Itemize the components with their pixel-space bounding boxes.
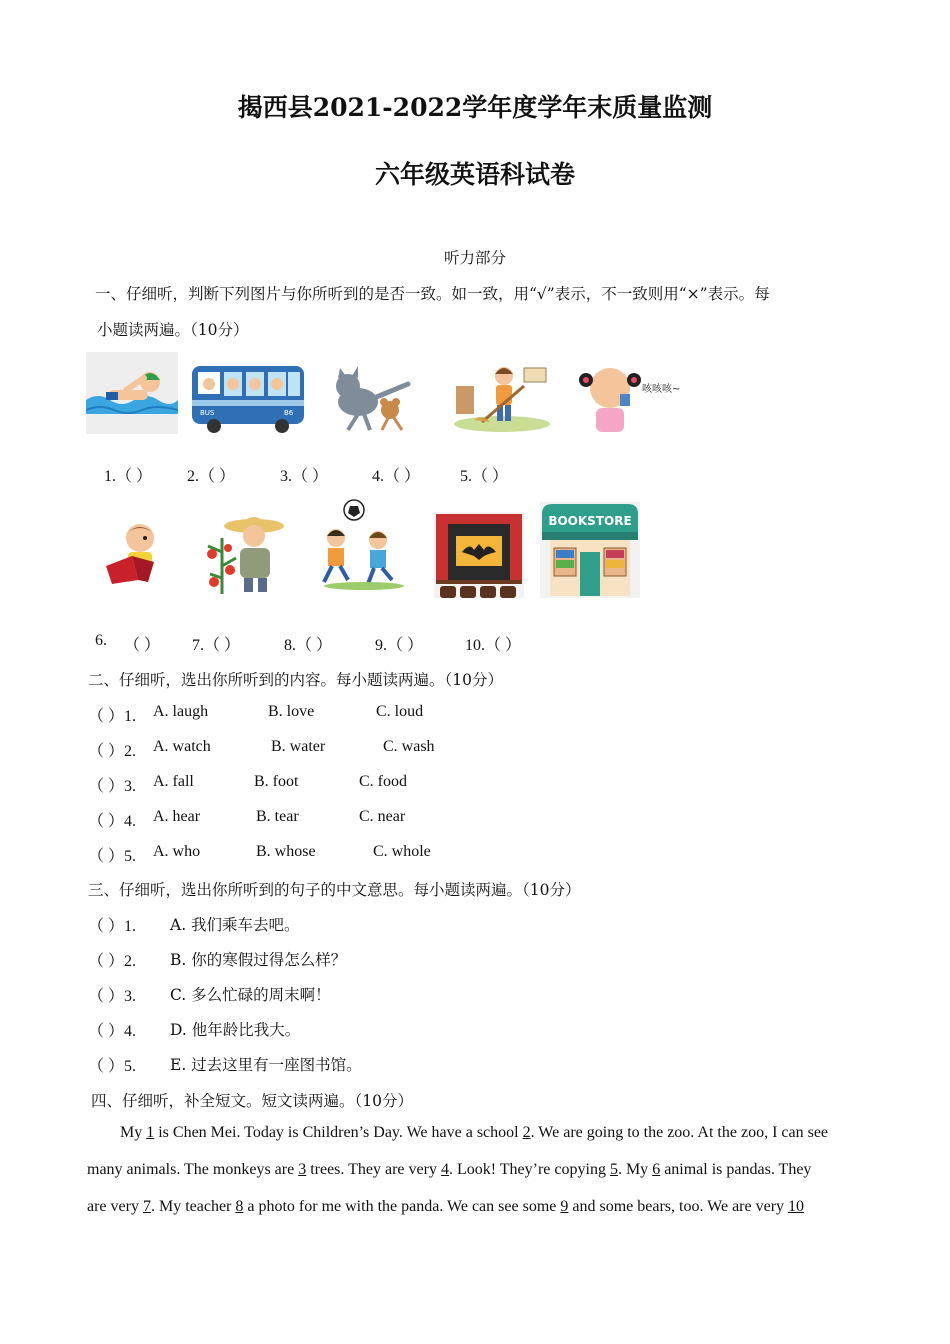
part4-instruction: 四、仔细听，补全短文。短文读两遍。（10分） [91,1092,413,1110]
girl-sweeping-image [452,360,552,434]
passage-text: many animals. The monkeys are [87,1161,299,1178]
part2-q1-option-a: A. laugh [153,703,209,720]
part3-option-d: D. 他年龄比我大。 [170,1021,301,1039]
bus-label: BUS [200,409,215,417]
part3-option-c: C. 多么忙碌的周末啊！ [170,986,331,1004]
part2-q5-option-a: A. who [153,843,201,860]
part2-q1-number[interactable]: （ ）1. [88,708,137,725]
bus-number: B6 [284,409,294,417]
part1-instruction-line2: 小题读两遍。（10分） [97,321,249,339]
part2-q3-number[interactable]: （ ）3. [88,778,137,795]
part2-q4-option-b: B. tear [256,808,299,825]
part2-q4-option-a: A. hear [153,808,201,825]
part2-q3-option-c: C. food [359,773,407,790]
passage-text: My [120,1124,147,1141]
section-label: 听力部分 [443,249,506,267]
part1-instruction-line1: 一、仔细听，判断下列图片与你所听到的是否一致。如一致，用“√”表示，不一致则用“×”表示。每 [95,285,770,303]
part2-q2-number[interactable]: （ ）2. [88,743,137,760]
part2-q4-number[interactable]: （ ）4. [88,813,137,830]
part3-option-a: A. 我们乘车去吧。 [170,916,300,934]
answer-slot-10[interactable]: 10.（ ） [465,637,522,654]
answer-slot-6-number: 6. [95,632,107,649]
exam-title: 揭西县2021-2022学年度学年末质量监测 [237,93,713,122]
part2-q2-option-b: B. water [271,738,326,755]
part3-q1-number[interactable]: （ ）1. [88,918,137,935]
passage-text: animal is pandas. They [660,1161,812,1178]
passage-text: . Look! They’re copying [448,1161,610,1178]
part2-q1-option-c: C. loud [376,703,424,720]
theater-stage-image [434,512,524,598]
boy-reading-image [102,516,168,586]
blank-6[interactable]: 6 [652,1161,661,1178]
swimming-boy-image [86,352,178,434]
answer-slot-4[interactable]: 4.（ ） [372,468,421,485]
part2-q2-option-c: C. wash [383,738,435,755]
part2-q4-option-c: C. near [359,808,406,825]
part2-q5-number[interactable]: （ ）5. [88,848,137,865]
answer-slot-7[interactable]: 7.（ ） [192,637,241,654]
blank-1[interactable]: 1 [146,1124,155,1141]
exam-subtitle: 六年级英语科试卷 [374,160,575,189]
blank-10[interactable]: 10 [788,1198,805,1215]
passage-line-3 [87,1198,804,1216]
passage-text: and some bears, too. We are very [568,1198,789,1215]
passage-text: . We are going to the zoo. At the zoo, I can see [530,1124,829,1141]
blank-7[interactable]: 7 [142,1198,151,1215]
answer-slot-8[interactable]: 8.（ ） [284,637,333,654]
farmer-tomatoes-image [202,508,288,594]
part3-option-b: B. 你的寒假过得怎么样？ [170,951,347,969]
part2-q5-option-c: C. whole [373,843,431,860]
passage-line-2 [87,1161,811,1179]
passage-text: are very [87,1198,143,1215]
blank-2[interactable]: 2 [522,1124,531,1141]
part2-q5-option-b: B. whose [256,843,316,860]
bookstore-image [540,502,640,598]
blank-8[interactable]: 8 [235,1198,244,1215]
part3-instruction: 三、仔细听，选出你所听到的句子的中文意思。每小题读两遍。（10分） [88,881,581,899]
part2-q3-option-b: B. foot [254,773,299,790]
part3-q2-number[interactable]: （ ）2. [88,953,137,970]
passage-line-1 [120,1124,828,1142]
answer-slot-2[interactable]: 2.（ ） [187,468,236,485]
answer-slot-6[interactable]: （ ） [124,637,161,654]
answer-slot-5[interactable]: 5.（ ） [460,468,509,485]
answer-slot-9[interactable]: 9.（ ） [375,637,424,654]
passage-text: trees. They are very [306,1161,441,1178]
part3-q5-number[interactable]: （ ）5. [88,1058,137,1075]
passage-text: is Chen Mei. Today is Children’s Day. We have a school [154,1124,523,1141]
blank-4[interactable]: 4 [440,1161,449,1178]
passage-text: a photo for me with the panda. We can see some [243,1198,561,1215]
blank-3[interactable]: 3 [298,1161,307,1178]
answer-slot-1[interactable]: 1.（ ） [104,468,153,485]
passage-text: . My [617,1161,653,1178]
cat-and-mouse-image [318,364,426,434]
kids-football-image [316,496,412,592]
part2-q2-option-a: A. watch [153,738,211,755]
part2-q3-option-a: A. fall [153,773,194,790]
blank-5[interactable]: 5 [609,1161,618,1178]
part2-instruction: 二、仔细听，选出你所听到的内容。每小题读两遍。（10分） [88,671,503,689]
part2-q1-option-b: B. love [268,703,315,720]
part3-option-e: E. 过去这里有一座图书馆。 [170,1056,362,1074]
part3-q3-number[interactable]: （ ）3. [88,988,137,1005]
part3-q4-number[interactable]: （ ）4. [88,1023,137,1040]
cough-text: 咳咳咳~ [642,384,681,395]
passage-text: . My teacher [150,1198,236,1215]
bus-image [190,362,306,434]
girl-coughing-image [576,354,688,434]
blank-9[interactable]: 9 [560,1198,569,1215]
answer-slot-3[interactable]: 3.（ ） [280,468,329,485]
bookstore-sign: BOOKSTORE [548,514,632,528]
